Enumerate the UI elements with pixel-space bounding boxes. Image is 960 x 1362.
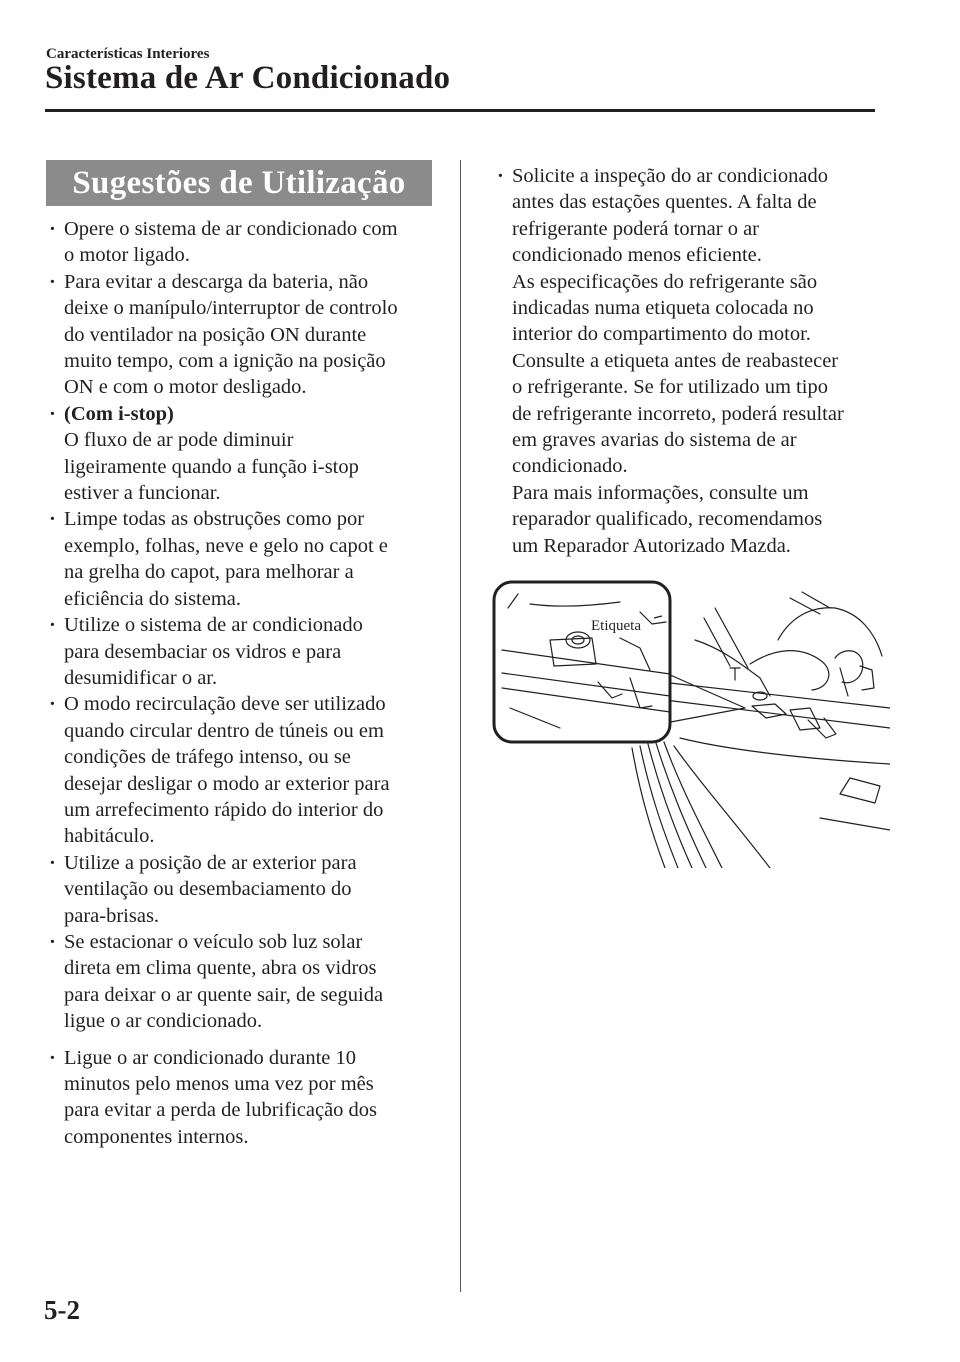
list-item: · Se estacionar o veículo sob luz solar direta em clima quente, abra os vidros para deixar o ar quente sair, de seguida ligue o ar condicionado.: [46, 929, 446, 1035]
label-callout-text: Etiqueta: [591, 618, 641, 634]
list-item-heading: · (Com i-stop): [64, 402, 174, 425]
list-item: · Utilize o sistema de ar condicionado para desembaciar os vidros e para desumidificar o ar.: [46, 612, 446, 691]
list-item: · Opere o sistema de ar condicionado com o motor ligado.: [46, 216, 446, 269]
list-item: · Limpe todas as obstruções como por exemplo, folhas, neve e gelo no capot e na grelha do capot, para melhorar a eficiência do sistema.: [46, 506, 446, 612]
list-item: · Ligue o ar condicionado durante 10 minutos pelo menos uma vez por mês para evitar a perda de lubrificação dos componentes internos.: [46, 1045, 446, 1151]
list-item: · (Com i-stop) O fluxo de ar pode diminuir ligeiramente quando a função i-stop estiver a funcionar.: [46, 401, 446, 507]
list-item: · O modo recirculação deve ser utilizado quando circular dentro de túneis ou em condições de tráfego intenso, ou se desejar desligar o modo ar exterior para um arrefecimento rápido do interior do habitáculo.: [46, 691, 446, 849]
engine-compartment-drawing: [490, 578, 890, 868]
list-item: · Para evitar a descarga da bateria, não deixe o manípulo/interruptor de controlo do ventilador na posição ON durante muito tempo, com a ignição na posição ON e com o motor desligado.: [46, 269, 446, 401]
engine-compartment-illustration: [490, 578, 890, 868]
left-bullet-list: [46, 216, 446, 1150]
list-item: · Solicite a inspeção do ar condicionado antes das estações quentes. A falta de refrigerante poderá tornar o ar condicionado menos eficiente. As especificações do refrigerante são indicadas numa etiqueta colocada no interior do compartimento do motor. Consulte a etiqueta antes de reabastecer o refrigerante. Se for utilizado um tipo de refrigerante incorreto, poderá resultar em graves avarias do sistema de ar condicionado. Para mais informações, consulte um reparador qualificado, recomendamos um Reparador Autorizado Mazda.: [494, 163, 884, 559]
page-number: 5-2: [44, 1295, 80, 1325]
section-title: Sugestões de Utilização: [46, 160, 432, 206]
breadcrumb: Características Interiores: [46, 46, 210, 62]
column-divider: [460, 160, 461, 1292]
header-rule: [45, 109, 875, 112]
right-bullet-list: [494, 163, 884, 559]
list-item: · Utilize a posição de ar exterior para ventilação ou desembaciamento do para-brisas.: [46, 850, 446, 929]
chapter-title: Sistema de Ar Condicionado: [45, 60, 451, 96]
